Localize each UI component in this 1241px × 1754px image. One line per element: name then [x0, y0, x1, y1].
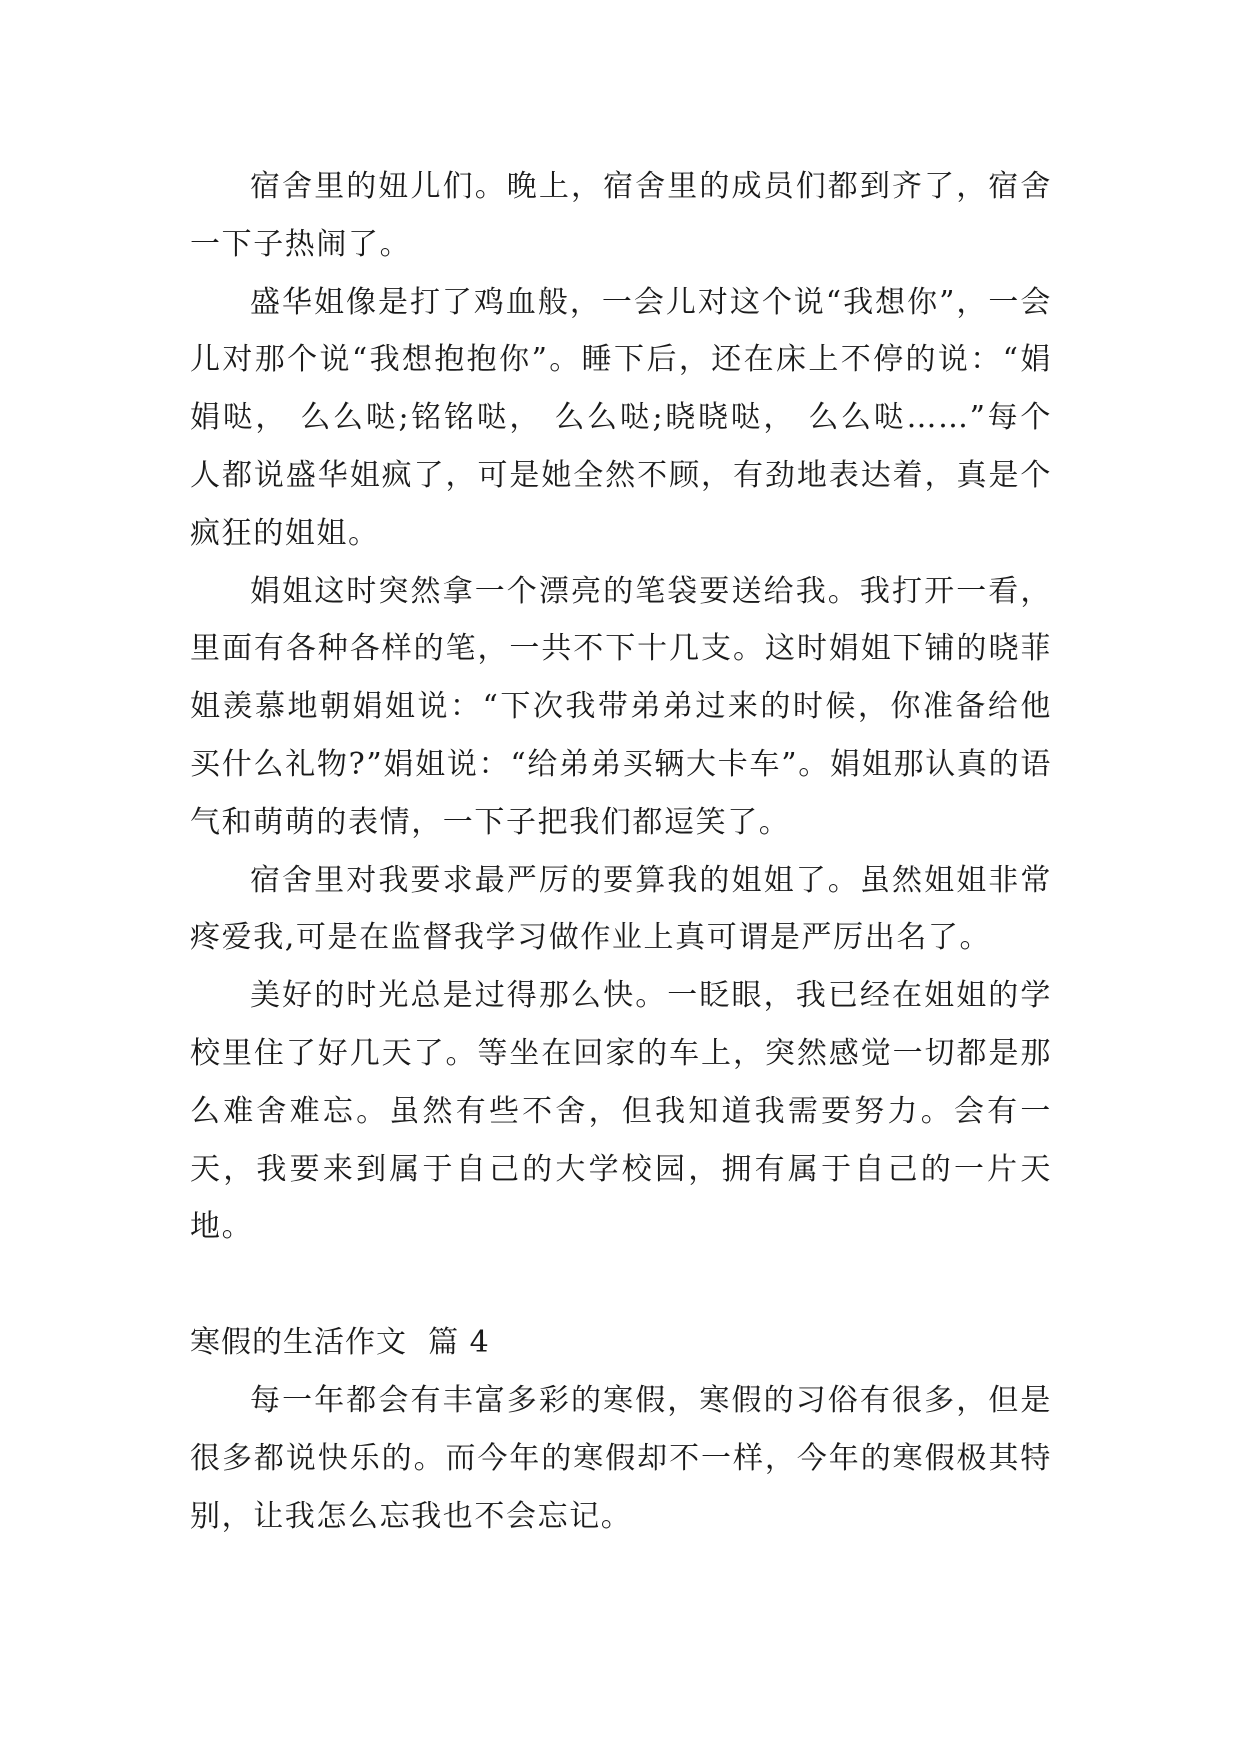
paragraph-strict-sister: 宿舍里对我要求最严厉的要算我的姐姐了。虽然姐姐非常疼爱我,可是在监督我学习做作业上真可谓是严厉出名了。 [190, 862, 1052, 956]
document-body [190, 158, 1052, 1545]
paragraph-dorm-girls: 宿舍里的妞儿们。晚上，宿舍里的成员们都到齐了，宿舍一下子热闹了。 [190, 169, 1052, 262]
paragraph-pencil-case-gift: 娟姐这时突然拿一个漂亮的笔袋要送给我。我打开一看，里面有各种各样的笔，一共不下十几支。这时娟姐下铺的晓菲姐羡慕地朝娟姐说：“下次我带弟弟过来的时候，你准备给他买什么礼物?”娟姐说：“给弟弟买辆大卡车”。娟姐那认真的语气和萌萌的表情，一下子把我们都逗笑了。 [190, 573, 1052, 840]
paragraph-good-times: 美好的时光总是过得那么快。一眨眼，我已经在姐姐的学校里住了好几天了。等坐在回家的车上，突然感觉一切都是那么难舍难忘。虽然有些不舍，但我知道我需要努力。会有一天，我要来到属于自己的大学校园，拥有属于自己的一片天地。 [190, 978, 1052, 1245]
paragraph-winter-vacation: 每一年都会有丰富多彩的寒假，寒假的习俗有很多，但是很多都说快乐的。而今年的寒假却不一样，今年的寒假极其特别，让我怎么忘我也不会忘记。 [190, 1382, 1052, 1534]
paragraph-shenghua-sister: 盛华姐像是打了鸡血般，一会儿对这个说“我想你”，一会儿对那个说“我想抱抱你”。睡下后，还在床上不停的说：“娟娟哒， 么么哒;铭铭哒， 么么哒;晓晓哒， 么么哒……”每个人都说盛华姐疯了，可是她全然不顾，有劲地表达着，真是个疯狂的姐姐。 [190, 284, 1052, 551]
section-heading: 寒假的生活作文 篇 4 [190, 1325, 490, 1361]
